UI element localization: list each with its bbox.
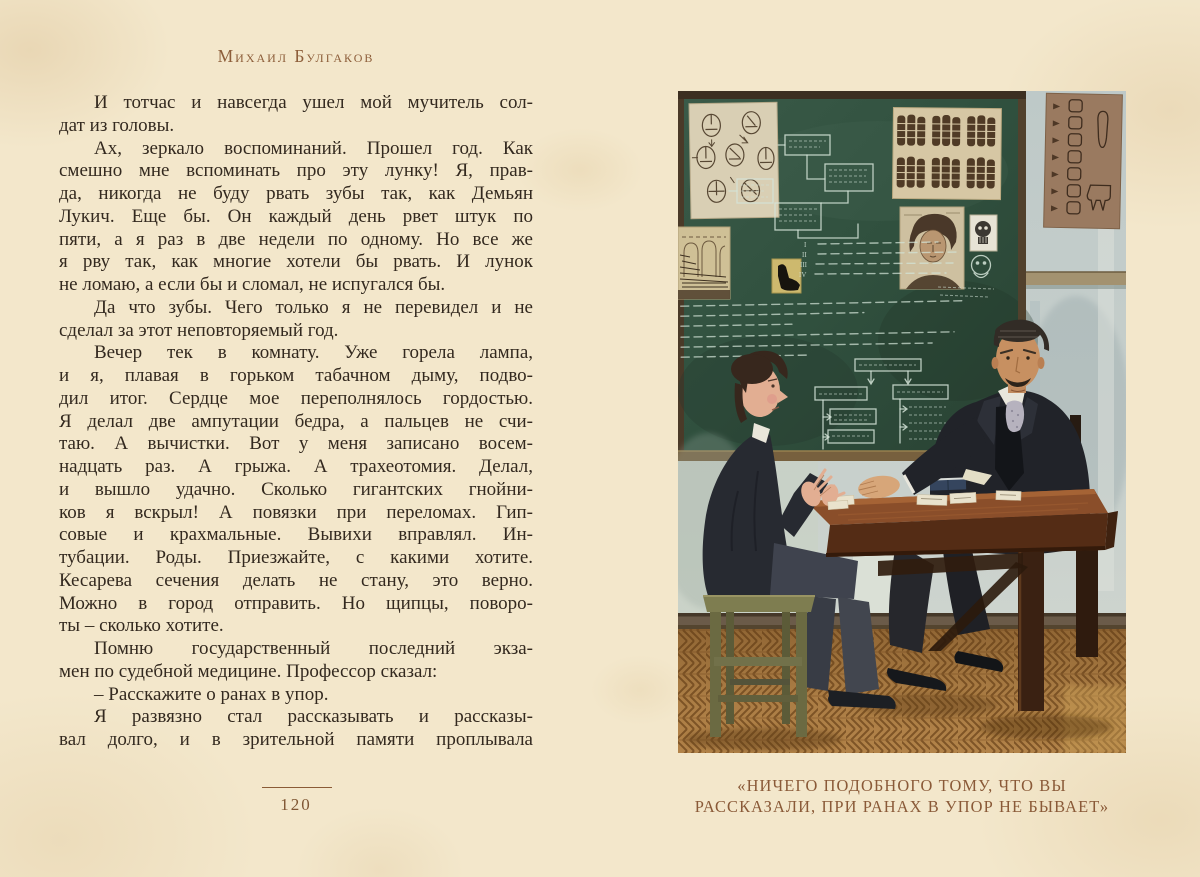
text-line: Я делал две ампутации бедра, а пальцев не счи- bbox=[59, 410, 533, 432]
svg-text:III: III bbox=[800, 261, 807, 269]
caption-line: РАССКАЗАЛИ, ПРИ РАНАХ В УПОР НЕ БЫВАЕТ» bbox=[694, 796, 1110, 816]
text-line: надцать раз. А грыжа. А трахеотомия. Делал, bbox=[59, 456, 533, 477]
text-line: пяти, а я раз в две недели по одному. Но все же bbox=[59, 228, 533, 250]
text-line: да, никогда не буду рвать зубы так, как Демьян bbox=[59, 183, 533, 204]
text-line: дат из головы. bbox=[59, 114, 175, 136]
text-line: тубации. Роды. Приезжайте, с какими хотите. bbox=[59, 547, 533, 568]
text-line: дил итог. Сердце мое переполнялось гордостью. bbox=[59, 387, 533, 409]
teeth-chart bbox=[1044, 93, 1123, 229]
skull-diagrams-poster bbox=[689, 102, 779, 219]
illustration-exam-scene bbox=[678, 91, 1126, 753]
text-line: Ах, зеркало воспоминаний. Прошел год. Как bbox=[94, 137, 533, 159]
svg-text:II: II bbox=[802, 251, 807, 259]
page-number: 120 bbox=[280, 795, 312, 814]
footer-rule bbox=[262, 787, 332, 788]
skull-card bbox=[970, 215, 997, 251]
svg-text:IV: IV bbox=[799, 271, 807, 279]
text-line: ты – сколько хотите. bbox=[59, 615, 224, 637]
text-line: не ломаю, а если бы и сломал, не испугался бы. bbox=[59, 274, 446, 295]
text-line: И тотчас и навсегда ушел мой мучитель сол- bbox=[94, 92, 533, 113]
text-line: вал долго, и в зрительной памяти проплывала bbox=[59, 729, 533, 750]
svg-text:I: I bbox=[804, 241, 807, 249]
text-line: Я развязно стал рассказывать и рассказы- bbox=[94, 706, 533, 728]
text-line: и вышло удачно. Сколько гигантских гнойни- bbox=[59, 478, 533, 500]
text-line: – Расскажите о ранах в упор. bbox=[94, 683, 329, 705]
text-line: Помню государственный последний экза- bbox=[94, 638, 533, 659]
text-line: таю. А вычистки. Вот у меня записано восем- bbox=[59, 433, 533, 455]
vertebrae-poster bbox=[893, 107, 1002, 199]
text-line: мен по судебной медицине. Профессор сказал: bbox=[59, 660, 438, 682]
text-line: смешно мне вспоминать про эту лунку! Я, прав- bbox=[59, 160, 533, 182]
body-text bbox=[59, 92, 533, 752]
text-line: ков я вскрыл! А повязки при переломах. Гип- bbox=[59, 501, 533, 523]
illustration-caption bbox=[666, 776, 1138, 817]
text-line: Кесарева сечения делать не стану, это верно. bbox=[59, 569, 533, 591]
text-line: и я, плавая в горьком табачном дыму, подво- bbox=[59, 365, 533, 386]
text-line: совые и крахмальные. Вывихи вправлял. Ин- bbox=[59, 524, 533, 546]
text-line: Можно в город отправить. Но щипцы, поворо- bbox=[59, 592, 533, 614]
text-line: Да что зубы. Чего только я не перевидел и не bbox=[94, 296, 533, 318]
picture-rail bbox=[1016, 272, 1126, 289]
text-line: я рву так, как многие хотели бы рвать. И лунок bbox=[59, 251, 533, 273]
text-line: Вечер тек в комнату. Уже горела лампа, bbox=[94, 342, 533, 364]
caption-line: «НИЧЕГО ПОДОБНОГО ТОМУ, ЧТО ВЫ bbox=[737, 776, 1067, 795]
portrait-sketch bbox=[900, 207, 964, 289]
text-line: Лукич. Еще бы. Он каждый день рвет штук по bbox=[59, 205, 533, 227]
text-line: сделал за этот неповторяемый год. bbox=[59, 319, 339, 341]
boot-picture bbox=[772, 259, 801, 293]
running-head: Михаил Булгаков bbox=[217, 46, 375, 66]
etching-picture bbox=[678, 227, 730, 299]
